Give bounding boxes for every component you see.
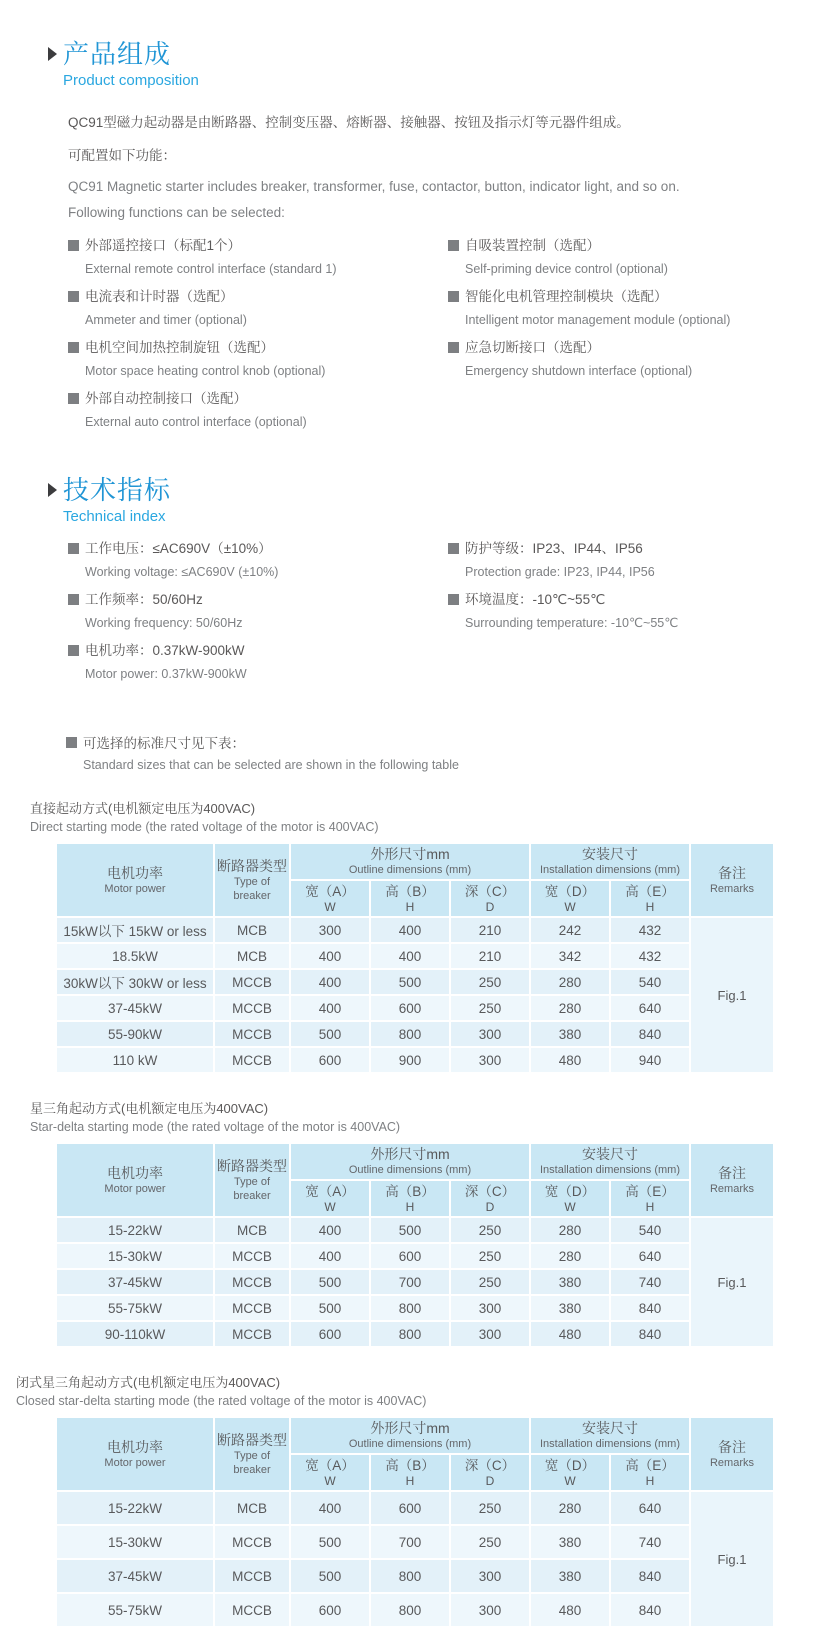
table-cell: 540 (611, 970, 689, 994)
standard-sizes-note (66, 732, 830, 772)
table-cell: 210 (451, 944, 529, 968)
col-height-e: 高（E） H (611, 1181, 689, 1216)
table-cell: MCCB (215, 1244, 289, 1268)
col-breaker-type: 断路器类型 Type of breaker (215, 1418, 289, 1490)
spec-label-en: Working voltage: ≤AC690V (±10%) (85, 565, 279, 579)
table-cell: 37-45kW (57, 996, 213, 1020)
table-cell: 250 (451, 1218, 529, 1242)
square-bullet-icon (68, 645, 79, 656)
composition-paragraph-en: QC91 Magnetic starter includes breaker, transformer, fuse, contactor, button, indicator light, and so on. (68, 179, 680, 194)
col-breaker-type: 断路器类型 Type of breaker (215, 1144, 289, 1216)
table-cell: 380 (531, 1270, 609, 1294)
table-cell: MCCB (215, 1560, 289, 1592)
col-group-outline: 外形尺寸mm Outline dimensions (mm) (291, 844, 529, 879)
spec-item (68, 590, 448, 632)
table-row (57, 1218, 773, 1242)
table-cell: MCB (215, 918, 289, 942)
square-bullet-icon (448, 240, 459, 251)
table-cell: 400 (371, 944, 449, 968)
square-bullet-icon (68, 342, 79, 353)
square-bullet-icon (68, 543, 79, 554)
direct-start-table (55, 842, 775, 1074)
table-cell: 300 (451, 1322, 529, 1346)
note-en: Standard sizes that can be selected are shown in the following table (83, 758, 459, 772)
table-row (57, 1322, 773, 1346)
table-cell: 600 (371, 996, 449, 1020)
table-cell: 280 (531, 1218, 609, 1242)
feature-label-en: Emergency shutdown interface (optional) (465, 364, 693, 378)
table-cell: 380 (531, 1560, 609, 1592)
section-arrow-icon (48, 483, 57, 497)
table-cell: 250 (451, 1244, 529, 1268)
square-bullet-icon (448, 342, 459, 353)
table-cell: 380 (531, 1022, 609, 1046)
table-cell: 600 (371, 1492, 449, 1524)
feature-item (448, 287, 830, 329)
section-title-en: Technical index (63, 508, 166, 525)
table-cell: 400 (371, 918, 449, 942)
table-cell: 15-22kW (57, 1218, 213, 1242)
feature-item (68, 338, 448, 380)
table-cell: 500 (291, 1270, 369, 1294)
table-cell: 300 (291, 918, 369, 942)
table-row (57, 1048, 773, 1072)
table1-title-en: Direct starting mode (the rated voltage of the motor is 400VAC) (30, 820, 379, 834)
feature-label-en: External auto control interface (optional) (85, 415, 307, 429)
table-cell: 280 (531, 1492, 609, 1524)
table-cell: 110 kW (57, 1048, 213, 1072)
table-cell: 15-30kW (57, 1244, 213, 1268)
feature-list (68, 236, 830, 440)
square-bullet-icon (448, 543, 459, 554)
product-composition-header (48, 40, 830, 89)
table-cell: 250 (451, 1270, 529, 1294)
table-cell: 700 (371, 1270, 449, 1294)
table-cell: 432 (611, 918, 689, 942)
square-bullet-icon (448, 594, 459, 605)
table-row (57, 1296, 773, 1320)
col-group-install: 安装尺寸 Installation dimensions (mm) (531, 1144, 689, 1179)
table-cell: 300 (451, 1022, 529, 1046)
spec-item (448, 590, 830, 632)
table-cell: 342 (531, 944, 609, 968)
col-group-outline: 外形尺寸mm Outline dimensions (mm) (291, 1144, 529, 1179)
composition-paragraph-en: Following functions can be selected: (68, 205, 285, 220)
col-depth-c: 深（C） D (451, 881, 529, 916)
table-cell: MCCB (215, 1048, 289, 1072)
table-cell: MCCB (215, 1322, 289, 1346)
feature-item (68, 389, 448, 431)
spec-label-zh: 工作电压：≤AC690V（±10%） (85, 541, 272, 556)
note-zh: 可选择的标准尺寸见下表： (83, 736, 245, 751)
feature-label-zh: 电流表和计时器（选配） (85, 289, 234, 304)
square-bullet-icon (68, 393, 79, 404)
feature-label-zh: 应急切断接口（选配） (465, 340, 600, 355)
col-group-install: 安装尺寸 Installation dimensions (mm) (531, 1418, 689, 1453)
col-width-a: 宽（A） W (291, 1455, 369, 1490)
table-cell: 840 (611, 1594, 689, 1626)
col-remarks: 备注 Remarks (691, 1144, 773, 1216)
table-cell: 600 (371, 1244, 449, 1268)
table-cell: 55-75kW (57, 1296, 213, 1320)
feature-label-en: Ammeter and timer (optional) (85, 313, 247, 327)
spec-label-zh: 环境温度：-10℃~55℃ (465, 592, 606, 607)
table-cell: 500 (371, 1218, 449, 1242)
col-group-outline: 外形尺寸mm Outline dimensions (mm) (291, 1418, 529, 1453)
spec-label-en: Surrounding temperature: -10℃~55℃ (465, 616, 679, 630)
table-cell: MCCB (215, 996, 289, 1020)
table-cell: 15-22kW (57, 1492, 213, 1524)
col-motor-power: 电机功率 Motor power (57, 844, 213, 916)
table2-title-en: Star-delta starting mode (the rated voltage of the motor is 400VAC) (30, 1120, 401, 1134)
feature-label-zh: 电机空间加热控制旋钮（选配） (85, 340, 274, 355)
table-cell: 250 (451, 1492, 529, 1524)
table-cell: 840 (611, 1296, 689, 1320)
table-cell: 280 (531, 970, 609, 994)
table-cell: 500 (371, 970, 449, 994)
table-cell: 500 (291, 1526, 369, 1558)
table3-title (16, 1372, 830, 1408)
col-breaker-type: 断路器类型 Type of breaker (215, 844, 289, 916)
table-row (57, 1022, 773, 1046)
col-width-a: 宽（A） W (291, 881, 369, 916)
spec-label-en: Working frequency: 50/60Hz (85, 616, 243, 630)
table-cell: 600 (291, 1322, 369, 1346)
col-width-d: 宽（D） W (531, 1181, 609, 1216)
section-arrow-icon (48, 47, 57, 61)
table-cell: 37-45kW (57, 1270, 213, 1294)
col-motor-power: 电机功率 Motor power (57, 1144, 213, 1216)
table-cell: 15-30kW (57, 1526, 213, 1558)
feature-label-en: Motor space heating control knob (optional) (85, 364, 326, 378)
spec-item (68, 641, 448, 683)
table-cell: MCCB (215, 970, 289, 994)
table-cell: 380 (531, 1526, 609, 1558)
table-cell: 840 (611, 1022, 689, 1046)
composition-paragraph-zh: QC91型磁力起动器是由断路器、控制变压器、熔断器、接触器、按钮及指示灯等元器件组成。 (68, 115, 630, 130)
col-width-a: 宽（A） W (291, 1181, 369, 1216)
square-bullet-icon (68, 240, 79, 251)
table-cell: 300 (451, 1560, 529, 1592)
table-cell: MCCB (215, 1270, 289, 1294)
spec-item (448, 539, 830, 581)
table-cell: 300 (451, 1296, 529, 1320)
square-bullet-icon (66, 737, 77, 748)
table-cell: 800 (371, 1296, 449, 1320)
table-cell: 740 (611, 1526, 689, 1558)
table3-title-zh: 闭式星三角起动方式(电机额定电压为400VAC) (16, 1375, 281, 1390)
table-row (57, 1560, 773, 1592)
table-cell: 250 (451, 970, 529, 994)
square-bullet-icon (448, 291, 459, 302)
feature-label-en: External remote control interface (standard 1) (85, 262, 337, 276)
feature-item (448, 338, 830, 380)
table-cell: 300 (451, 1594, 529, 1626)
table-cell: 840 (611, 1322, 689, 1346)
table-cell: MCCB (215, 1296, 289, 1320)
table-cell: 480 (531, 1322, 609, 1346)
col-remarks: 备注 Remarks (691, 844, 773, 916)
table-cell: 15kW以下 15kW or less (57, 918, 213, 942)
table-cell: 700 (371, 1526, 449, 1558)
table-cell: 400 (291, 1492, 369, 1524)
table-cell: 30kW以下 30kW or less (57, 970, 213, 994)
table-row (57, 1270, 773, 1294)
table-cell: MCCB (215, 1526, 289, 1558)
table-cell: 900 (371, 1048, 449, 1072)
col-group-install: 安装尺寸 Installation dimensions (mm) (531, 844, 689, 879)
table-cell: MCB (215, 1218, 289, 1242)
table-cell: MCCB (215, 1022, 289, 1046)
table-cell: 500 (291, 1560, 369, 1592)
table-cell: 940 (611, 1048, 689, 1072)
table1-title-zh: 直接起动方式(电机额定电压为400VAC) (30, 801, 256, 816)
table-cell: 400 (291, 944, 369, 968)
table-cell: 250 (451, 1526, 529, 1558)
table-cell: 242 (531, 918, 609, 942)
feature-label-en: Intelligent motor management module (optional) (465, 313, 731, 327)
remarks-cell: Fig.1 (691, 918, 773, 1072)
table-cell: 740 (611, 1270, 689, 1294)
col-depth-c: 深（C） D (451, 1455, 529, 1490)
col-depth-c: 深（C） D (451, 1181, 529, 1216)
table-cell: 55-75kW (57, 1594, 213, 1626)
table2-title-zh: 星三角起动方式(电机额定电压为400VAC) (30, 1101, 269, 1116)
table-cell: 800 (371, 1594, 449, 1626)
feature-item (68, 287, 448, 329)
spec-label-zh: 电机功率：0.37kW-900kW (85, 643, 245, 658)
spec-label-zh: 工作频率：50/60Hz (85, 592, 203, 607)
table-row (57, 918, 773, 942)
table-cell: MCB (215, 944, 289, 968)
feature-label-en: Self-priming device control (optional) (465, 262, 668, 276)
table-cell: 800 (371, 1560, 449, 1592)
square-bullet-icon (68, 291, 79, 302)
feature-label-zh: 自吸装置控制（选配） (465, 238, 600, 253)
table-cell: 640 (611, 996, 689, 1020)
table-cell: 800 (371, 1322, 449, 1346)
feature-item (448, 236, 830, 278)
table-cell: 280 (531, 996, 609, 1020)
table-cell: 800 (371, 1022, 449, 1046)
feature-item (68, 236, 448, 278)
feature-label-zh: 外部自动控制接口（选配） (85, 391, 247, 406)
table2-title (30, 1098, 830, 1134)
table-cell: 250 (451, 996, 529, 1020)
table-cell: 18.5kW (57, 944, 213, 968)
section-title-zh: 技术指标 (63, 475, 172, 505)
col-height-b: 高（B） H (371, 1455, 449, 1490)
spec-item (68, 539, 448, 581)
remarks-cell: Fig.1 (691, 1218, 773, 1346)
table-cell: 600 (291, 1594, 369, 1626)
remarks-cell: Fig.1 (691, 1492, 773, 1626)
col-height-e: 高（E） H (611, 881, 689, 916)
square-bullet-icon (68, 594, 79, 605)
table-cell: MCCB (215, 1594, 289, 1626)
table-cell: 400 (291, 970, 369, 994)
table-cell: 400 (291, 996, 369, 1020)
table1-title (30, 798, 830, 834)
table-cell: 380 (531, 1296, 609, 1320)
table-cell: 300 (451, 1048, 529, 1072)
table-row (57, 944, 773, 968)
col-motor-power: 电机功率 Motor power (57, 1418, 213, 1490)
table-cell: 840 (611, 1560, 689, 1592)
table-cell: 640 (611, 1492, 689, 1524)
table-cell: 55-90kW (57, 1022, 213, 1046)
composition-paragraph-zh: 可配置如下功能： (68, 148, 176, 163)
spec-label-en: Protection grade: IP23, IP44, IP56 (465, 565, 655, 579)
star-delta-table (55, 1142, 775, 1348)
section-title-en: Product composition (63, 72, 199, 89)
col-width-d: 宽（D） W (531, 1455, 609, 1490)
col-remarks: 备注 Remarks (691, 1418, 773, 1490)
table-cell: MCB (215, 1492, 289, 1524)
spec-label-zh: 防护等级：IP23、IP44、IP56 (465, 541, 643, 556)
table-row (57, 1492, 773, 1524)
table-cell: 280 (531, 1244, 609, 1268)
table-cell: 600 (291, 1048, 369, 1072)
closed-star-delta-table (55, 1416, 775, 1628)
table-cell: 210 (451, 918, 529, 942)
table-cell: 400 (291, 1218, 369, 1242)
col-height-e: 高（E） H (611, 1455, 689, 1490)
feature-label-zh: 智能化电机管理控制模块（选配） (465, 289, 668, 304)
table-row (57, 996, 773, 1020)
table-cell: 432 (611, 944, 689, 968)
col-height-b: 高（B） H (371, 1181, 449, 1216)
table-cell: 400 (291, 1244, 369, 1268)
table-cell: 500 (291, 1022, 369, 1046)
section-title-zh: 产品组成 (63, 39, 172, 69)
table-cell: 480 (531, 1048, 609, 1072)
table-row (57, 1244, 773, 1268)
table3-title-en: Closed star-delta starting mode (the rated voltage of the motor is 400VAC) (16, 1394, 427, 1408)
table-cell: 640 (611, 1244, 689, 1268)
col-width-d: 宽（D） W (531, 881, 609, 916)
table-row (57, 970, 773, 994)
table-cell: 500 (291, 1296, 369, 1320)
spec-label-en: Motor power: 0.37kW-900kW (85, 667, 247, 681)
spec-list (68, 539, 830, 692)
col-height-b: 高（B） H (371, 881, 449, 916)
table-cell: 37-45kW (57, 1560, 213, 1592)
table-row (57, 1594, 773, 1626)
table-cell: 540 (611, 1218, 689, 1242)
technical-index-header (48, 476, 830, 525)
table-cell: 90-110kW (57, 1322, 213, 1346)
table-row (57, 1526, 773, 1558)
table-cell: 480 (531, 1594, 609, 1626)
feature-label-zh: 外部遥控接口（标配1个） (85, 238, 242, 253)
